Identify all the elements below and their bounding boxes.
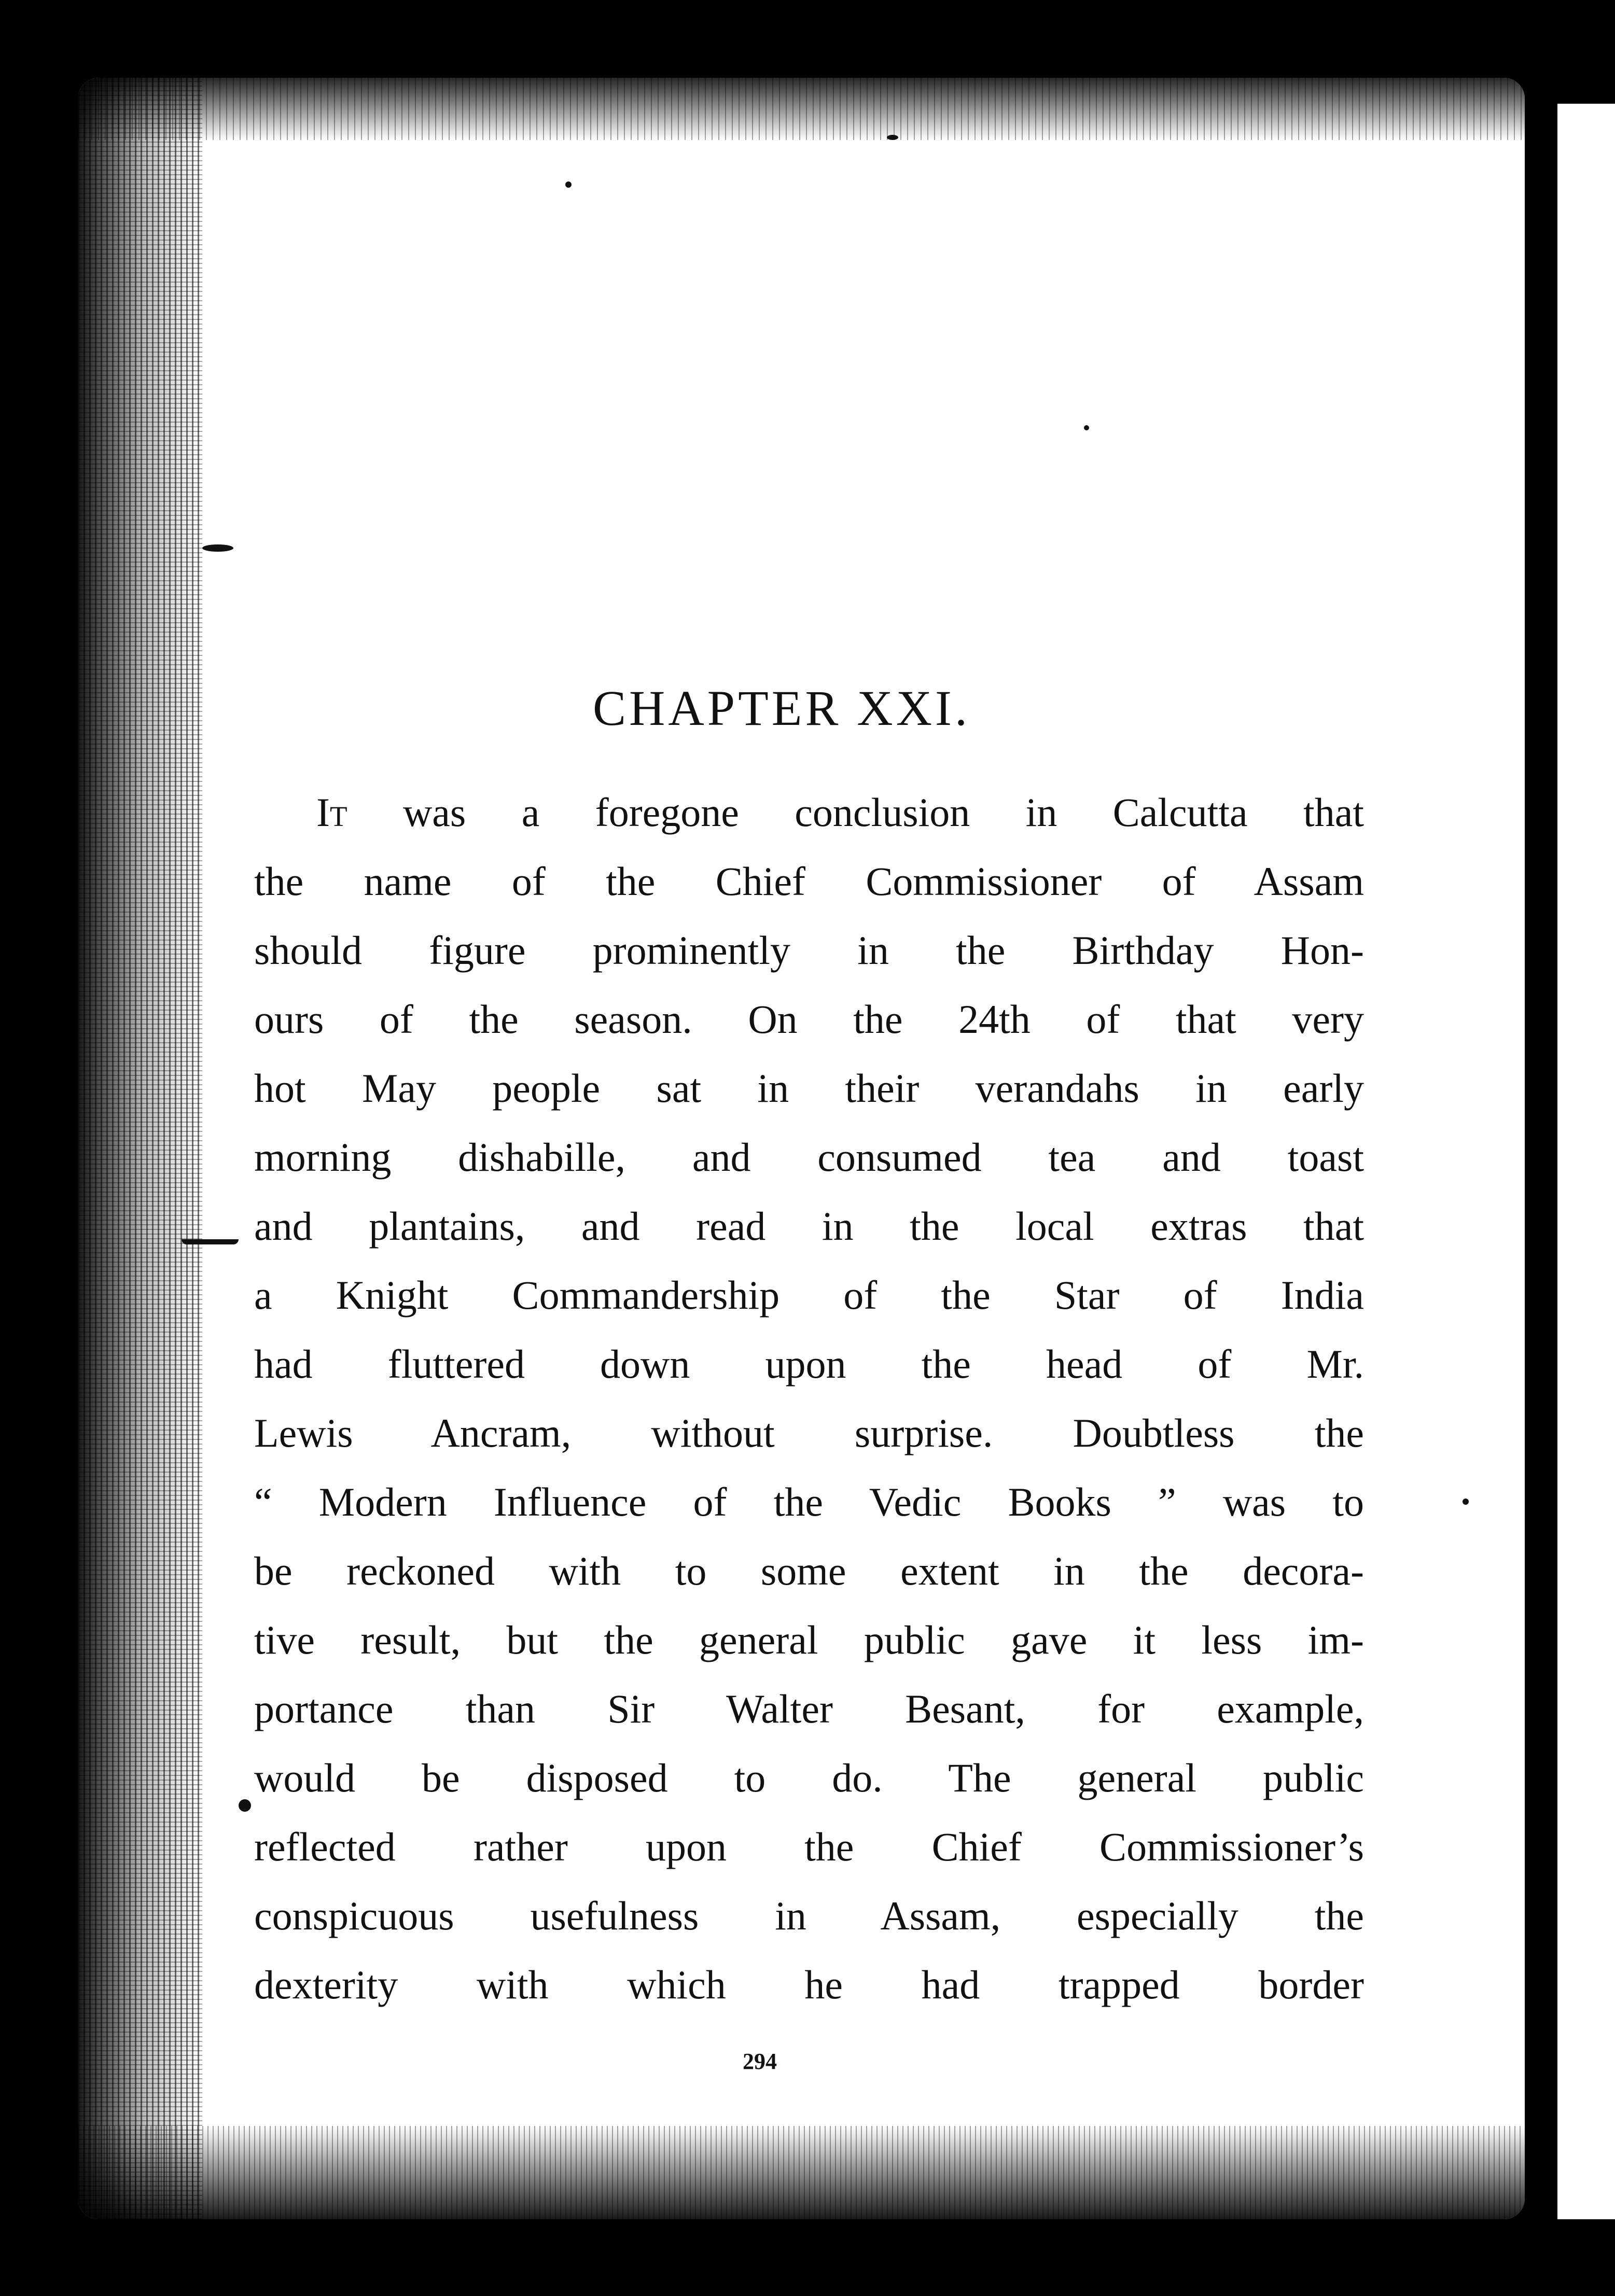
adjacent-page-edge	[1548, 104, 1615, 2219]
text-line: dexterity with which he had trapped border	[254, 1962, 1364, 2007]
text-line: would be disposed to do. The general public	[254, 1755, 1364, 1800]
text-line: a Knight Commandership of the Star of India	[254, 1272, 1364, 1318]
chapter-heading: CHAPTER XXI.	[592, 680, 970, 736]
text-line: had fluttered down upon the head of Mr.	[254, 1341, 1364, 1387]
speck	[1084, 425, 1089, 430]
scan-noise-bottom	[78, 2126, 1525, 2219]
text-line: and plantains, and read in the local extras that	[254, 1203, 1364, 1249]
speck	[887, 135, 898, 140]
speck	[182, 1239, 239, 1244]
text-line: the name of the Chief Commissioner of Assam	[254, 859, 1364, 904]
drop-cap-word: It	[316, 790, 347, 835]
text-line	[254, 778, 1364, 847]
text-line: portance than Sir Walter Besant, for example,	[254, 1686, 1364, 1731]
speck	[239, 1799, 251, 1812]
text-line: reflected rather upon the Chief Commissioner’s	[254, 1824, 1364, 1869]
speck	[565, 181, 572, 188]
text-line: should figure prominently in the Birthday Hon-	[254, 928, 1364, 973]
text-line: ours of the season. On the 24th of that very	[254, 997, 1364, 1042]
text-line-rest: was a foregone conclusion in Calcutta that	[347, 790, 1364, 835]
scan-noise-left-margin	[78, 78, 202, 2219]
text-line: conspicuous usefulness in Assam, especially the	[254, 1893, 1364, 1938]
text-line: “ Modern Influence of the Vedic Books ” was to	[254, 1479, 1364, 1524]
page-number: 294	[743, 2049, 777, 2074]
scan-noise-top	[78, 78, 1525, 140]
text-line: be reckoned with to some extent in the decora-	[254, 1548, 1364, 1593]
speck	[1463, 1499, 1469, 1505]
body-paragraph	[254, 778, 1364, 2019]
speck	[202, 544, 233, 552]
text-line: morning dishabille, and consumed tea and toast	[254, 1135, 1364, 1180]
text-line: tive result, but the general public gave it less im-	[254, 1617, 1364, 1662]
text-line: hot May people sat in their verandahs in early	[254, 1066, 1364, 1111]
text-line: Lewis Ancram, without surprise. Doubtless the	[254, 1410, 1364, 1455]
